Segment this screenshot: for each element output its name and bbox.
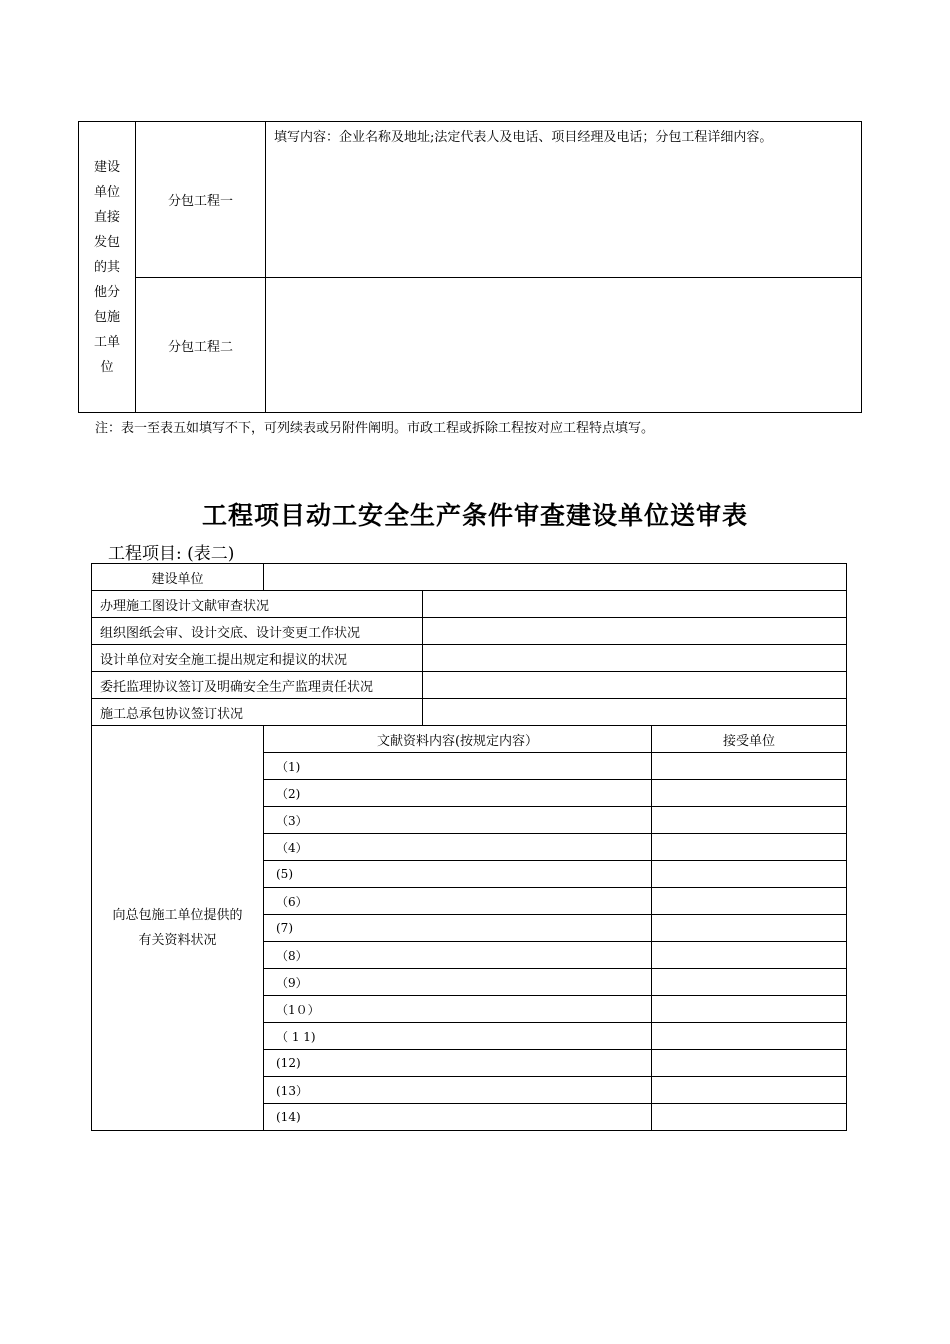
col-header-content: 文献资料内容(按规定内容） [264, 726, 652, 753]
material-row-number[interactable]: （1０） [264, 996, 652, 1023]
material-receiver-cell[interactable] [652, 1023, 847, 1050]
material-row-number[interactable]: （ 1 1) [264, 1023, 652, 1050]
subproject-2-label: 分包工程二 [136, 278, 266, 413]
subproject-2-content[interactable] [266, 278, 862, 413]
vertical-label-line: 建设 [93, 159, 120, 175]
material-receiver-cell[interactable] [652, 888, 847, 915]
vertical-label-line: 他分 [93, 284, 120, 300]
subproject-1-label: 分包工程一 [136, 122, 266, 278]
material-receiver-cell[interactable] [652, 1050, 847, 1077]
materials-side-label [92, 726, 264, 1131]
subproject-1-content[interactable]: 填写内容：企业名称及地址;法定代表人及电话、项目经理及电话；分包工程详细内容。 [266, 122, 862, 278]
materials-side-label-line: 有关资料状况 [138, 933, 217, 948]
material-row-number[interactable]: (13） [264, 1077, 652, 1104]
material-receiver-cell[interactable] [652, 861, 847, 888]
vertical-label-line: 包施 [93, 309, 120, 325]
material-receiver-cell[interactable] [652, 969, 847, 996]
materials-side-label-line: 向总包施工单位提供的 [112, 908, 243, 923]
check-item-value[interactable] [423, 672, 847, 699]
material-row-number[interactable]: (7) [264, 915, 652, 942]
material-row-number[interactable]: （8） [264, 942, 652, 969]
project-subhead: 工程项目: (表二) [108, 544, 235, 564]
check-item-value[interactable] [423, 591, 847, 618]
vertical-label-line: 直接 [93, 209, 120, 225]
material-row-number[interactable]: （9） [264, 969, 652, 996]
check-item-label: 办理施工图设计文献审查状况 [92, 591, 423, 618]
material-receiver-cell[interactable] [652, 1077, 847, 1104]
footnote: 注：表一至表五如填写不下，可列续表或另附件阐明。市政工程或拆除工程按对应工程特点填写。 [95, 421, 655, 436]
material-row-number[interactable]: (14) [264, 1104, 652, 1131]
material-receiver-cell[interactable] [652, 942, 847, 969]
material-receiver-cell[interactable] [652, 915, 847, 942]
check-item-label: 设计单位对安全施工提出规定和提议的状况 [92, 645, 423, 672]
check-item-label: 施工总承包协议签订状况 [92, 699, 423, 726]
vertical-label [79, 122, 136, 413]
builder-label: 建设单位 [92, 564, 264, 591]
material-receiver-cell[interactable] [652, 753, 847, 780]
material-receiver-cell[interactable] [652, 780, 847, 807]
check-item-label: 委托监理协议签订及明确安全生产监理责任状况 [92, 672, 423, 699]
builder-value[interactable] [264, 564, 847, 591]
material-row-number[interactable]: (5) [264, 861, 652, 888]
review-table [91, 563, 847, 1131]
material-row-number[interactable]: （6） [264, 888, 652, 915]
material-receiver-cell[interactable] [652, 807, 847, 834]
vertical-label-line: 工单 [93, 334, 120, 350]
check-item-value[interactable] [423, 618, 847, 645]
vertical-label-line: 的其 [93, 259, 120, 275]
material-row-number[interactable]: （4） [264, 834, 652, 861]
vertical-label-line: 发包 [93, 234, 120, 250]
material-receiver-cell[interactable] [652, 996, 847, 1023]
check-item-label: 组织图纸会审、设计交底、设计变更工作状况 [92, 618, 423, 645]
material-receiver-cell[interactable] [652, 1104, 847, 1131]
vertical-label-line: 位 [100, 359, 114, 375]
material-row-number[interactable]: （2) [264, 780, 652, 807]
vertical-label-line: 单位 [93, 184, 120, 200]
check-item-value[interactable] [423, 645, 847, 672]
check-item-value[interactable] [423, 699, 847, 726]
material-row-number[interactable]: （1) [264, 753, 652, 780]
material-receiver-cell[interactable] [652, 834, 847, 861]
subcontractor-table [78, 121, 862, 413]
material-row-number[interactable]: (12) [264, 1050, 652, 1077]
col-header-receiver: 接受单位 [652, 726, 847, 753]
material-row-number[interactable]: （3） [264, 807, 652, 834]
page-title: 工程项目动工安全生产条件审查建设单位送审表 [201, 501, 748, 530]
